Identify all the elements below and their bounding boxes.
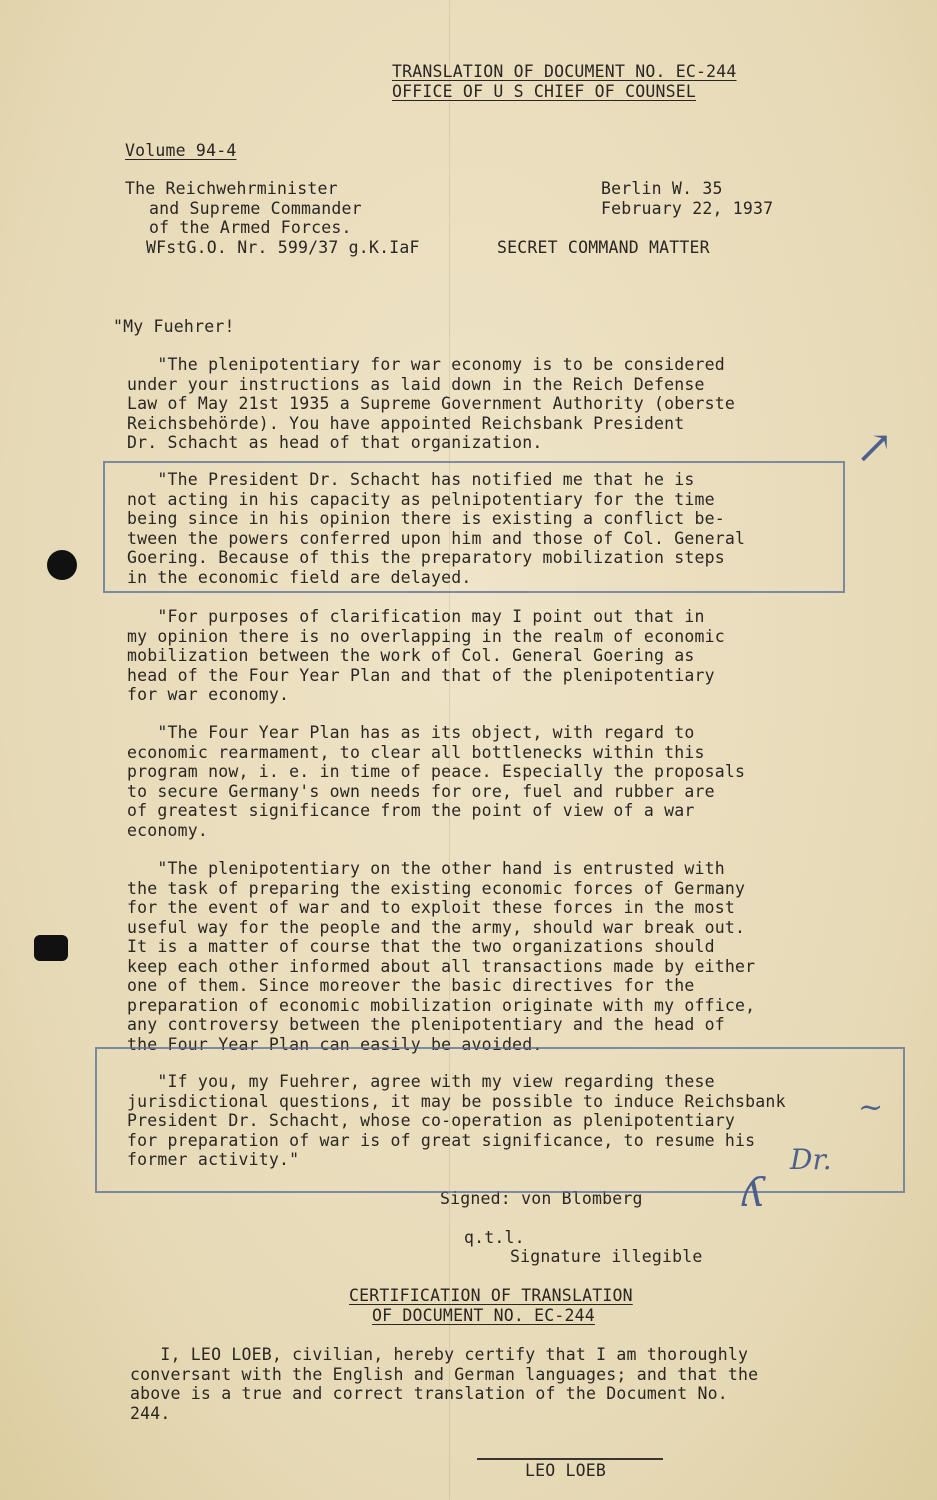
- illegible-line: Signature illegible: [510, 1247, 703, 1266]
- pencil-annotation: Dr.: [790, 1143, 832, 1176]
- paragraph-3: "For purposes of clarification may I point out that in my opinion there is no overlapping in the realm of economic mobilization between the work of Col. General Goering as head of the Four Year Plan and that of the plenipotentiary for war economy.: [127, 607, 725, 704]
- paragraph-1: "The plenipotentiary for war economy is to be considered under your instructions as laid down in the Reich Defense Law of May 21st 1935 a Supreme Government Authority (oberste Reichsbehörde). You have appointed Reichsbank President Dr. Schacht as head of that organization.: [127, 355, 736, 452]
- qtl-line: q.t.l.: [464, 1228, 525, 1247]
- sender-line-2: and Supreme Commander: [149, 199, 362, 218]
- paragraph-6: "If you, my Fuehrer, agree with my view regarding these jurisdictional questions, it may be possible to induce Reichsbank President Dr. Schacht, whose co-operation as plenipotentiary for preparation of war is of great significance, to resume his former activity.": [127, 1072, 786, 1169]
- sender-line-1: The Reichwehrminister: [125, 179, 338, 198]
- header-line-2: OFFICE OF U S CHIEF OF COUNSEL: [392, 82, 697, 101]
- signed-line: Signed: von Blomberg: [440, 1189, 643, 1208]
- paragraph-5: "The plenipotentiary on the other hand is entrusted with the task of preparing the existing economic forces of Germany for the event of war and to exploit these forces in the most useful way for the people and the army, should war break out. It is a matter of course that the two organizations should keep each other informed about all transactions made by either one of them. Since moreover the basic directives for the preparation of economic mobilization originate with my office, any controversy between the plenipotentiary and the head of the Four Year Plan can easily be avoided.: [127, 859, 756, 1054]
- certification-text: I, LEO LOEB, civilian, hereby certify that I am thoroughly conversant with the English and German languages; and that the above is a true and correct translation of the Document No. 244.: [130, 1345, 759, 1423]
- certification-title-1: CERTIFICATION OF TRANSLATION: [349, 1286, 633, 1305]
- salutation: "My Fuehrer!: [113, 317, 235, 336]
- bracket-mark-1: [103, 461, 845, 593]
- handwritten-initials: ʎ: [742, 1170, 765, 1216]
- punch-hole-bottom: [34, 935, 68, 961]
- classification-line: SECRET COMMAND MATTER: [497, 238, 710, 257]
- sender-line-4: WFstG.O. Nr. 599/37 g.K.IaF: [146, 238, 420, 257]
- paragraph-2: "The President Dr. Schacht has notified me that he is not acting in his capacity as pelnipotentiary for the time being since in his opinion there is existing a conflict be- tween the powers conferred upon him and those of Col. General Goering. Because of this the preparatory mobilization steps in the economic field are delayed.: [127, 470, 746, 587]
- volume-label: Volume 94-4: [125, 141, 237, 160]
- pencil-arrow-mark: ↗: [855, 420, 894, 474]
- bracket-mark-2: [95, 1047, 905, 1193]
- margin-scribble: ~: [858, 1090, 884, 1125]
- signature-rule: [477, 1458, 663, 1460]
- date-line: February 22, 1937: [601, 199, 774, 218]
- header-line-1: TRANSLATION OF DOCUMENT NO. EC-244: [392, 62, 737, 81]
- place-line: Berlin W. 35: [601, 179, 723, 198]
- certifier-name: LEO LOEB: [525, 1461, 607, 1480]
- punch-hole-top: [47, 550, 77, 580]
- certification-title-2: OF DOCUMENT NO. EC-244: [372, 1306, 595, 1325]
- paragraph-4: "The Four Year Plan has as its object, with regard to economic rearmament, to clear all bottlenecks within this program now, i. e. in time of peace. Especially the proposals to secure Germany's own needs for ore, fuel and rubber are of greatest significance from the point of view of a war economy.: [127, 723, 746, 840]
- sender-line-3: of the Armed Forces.: [149, 218, 352, 237]
